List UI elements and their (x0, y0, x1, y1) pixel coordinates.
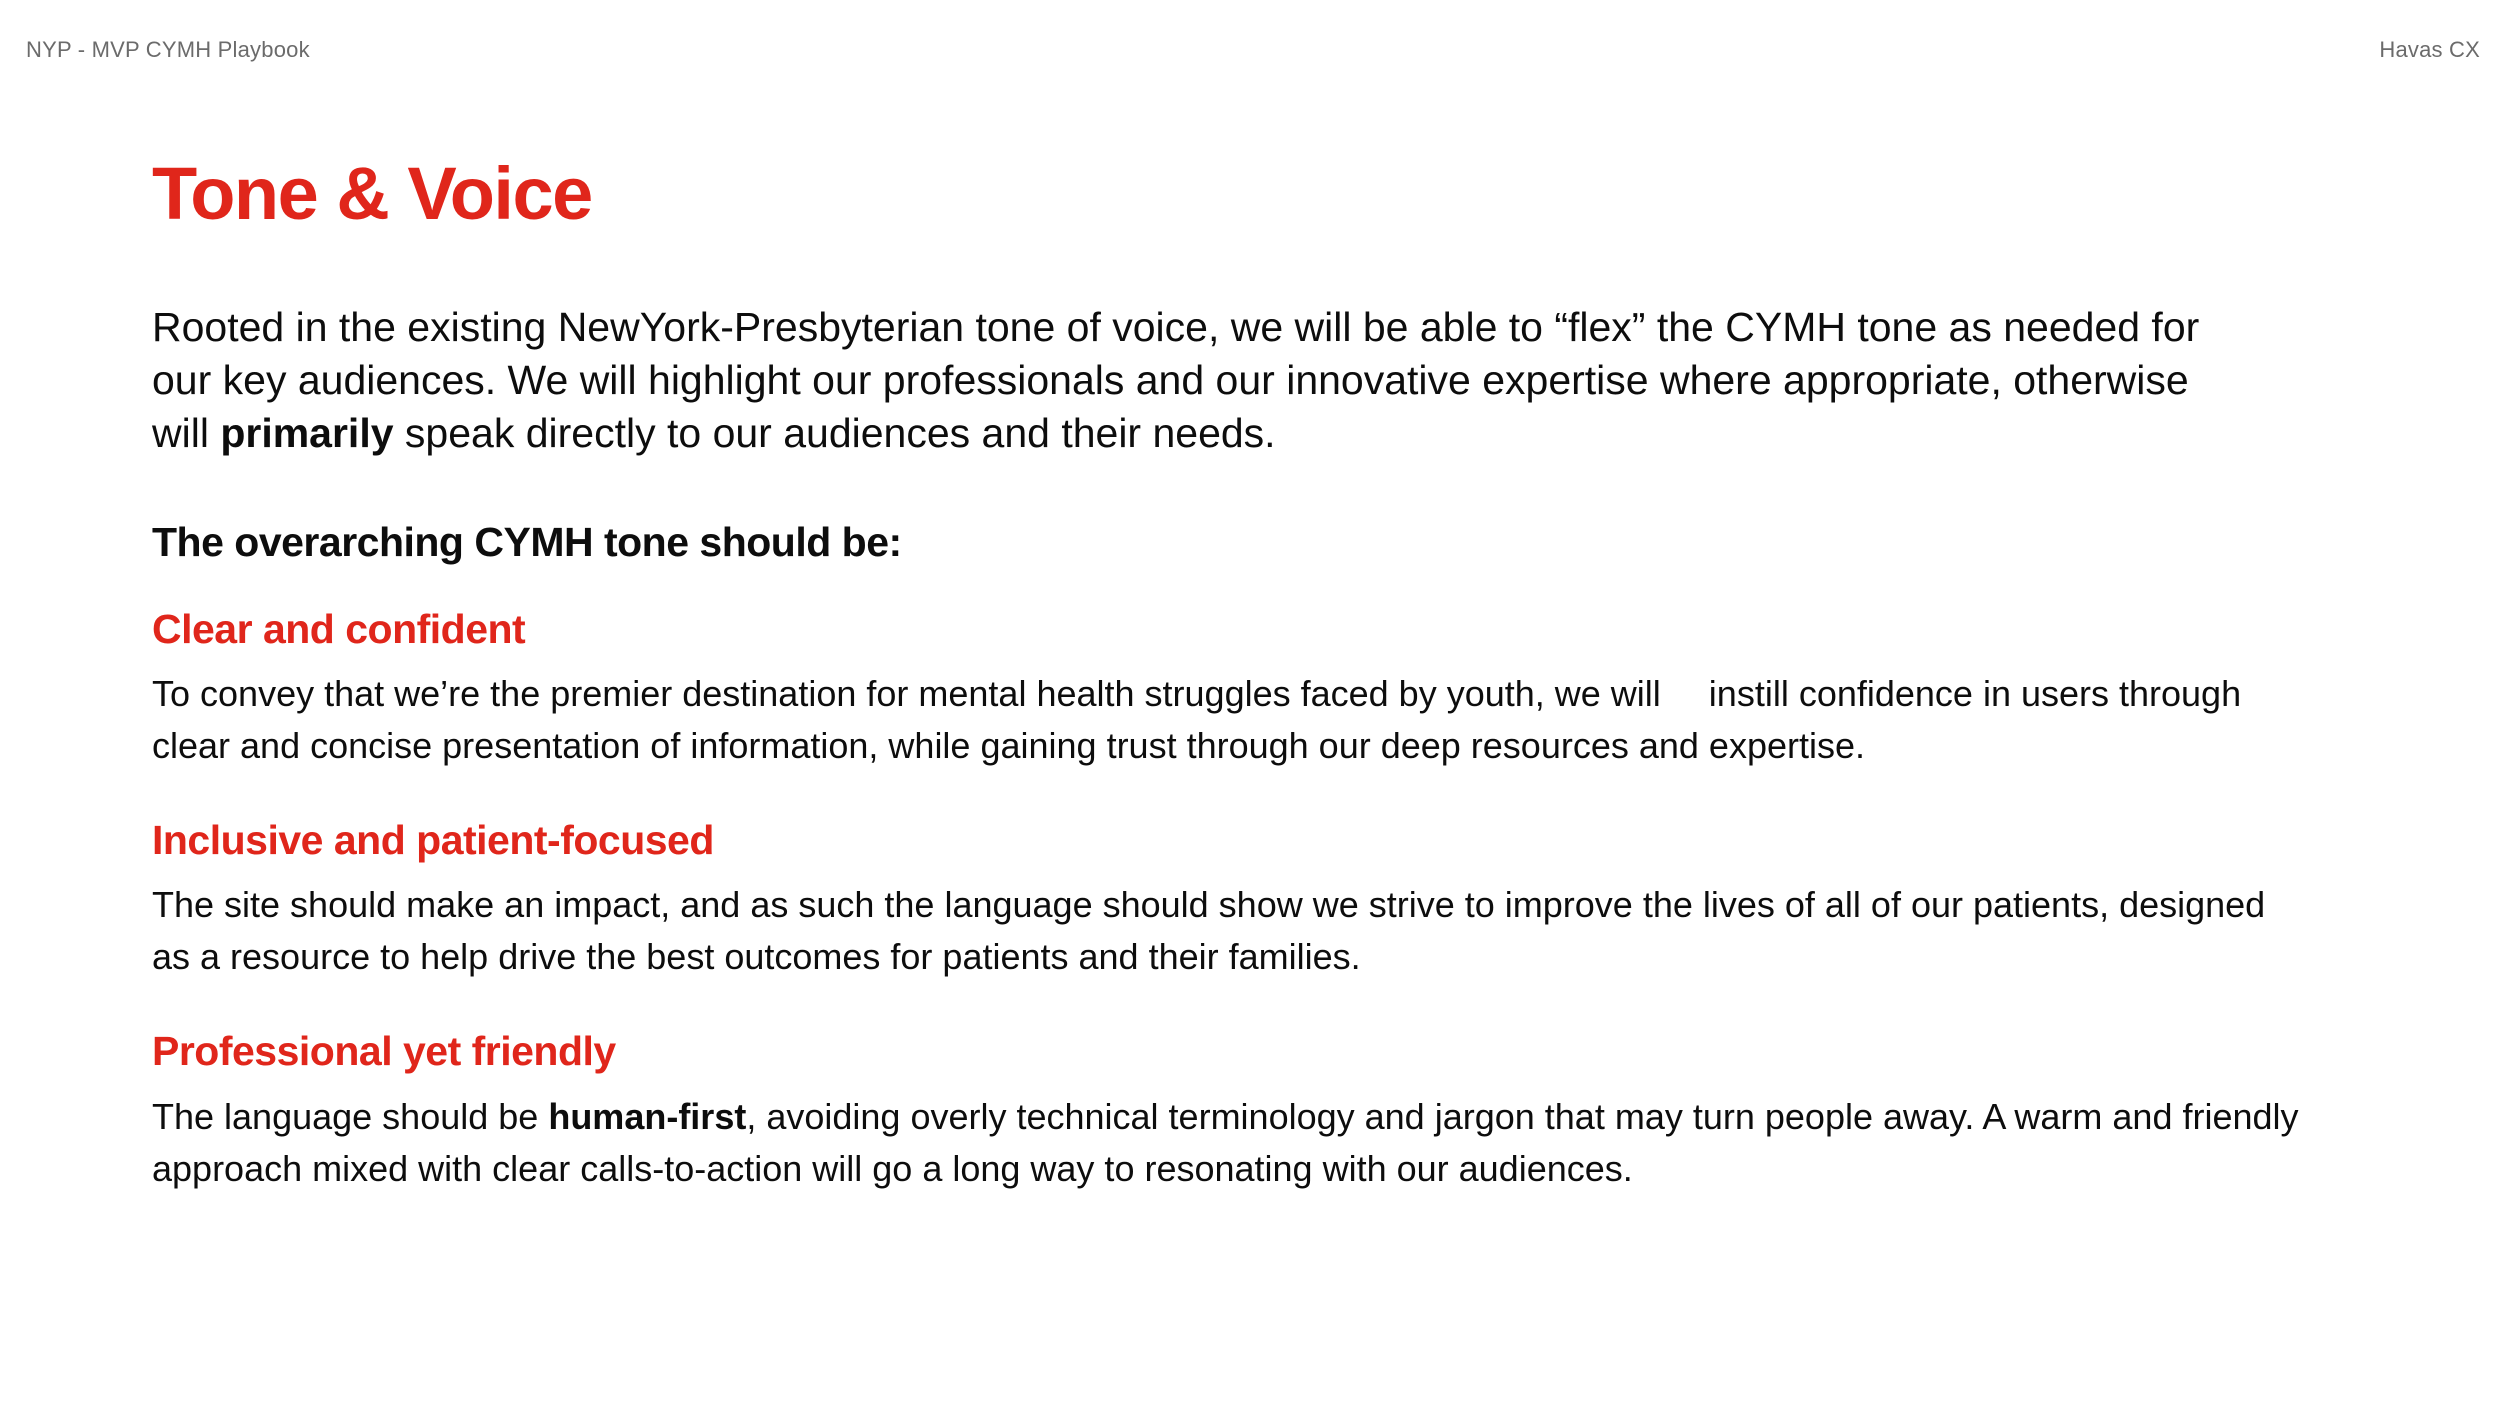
section-inclusive-patient-focused (152, 816, 2302, 983)
section-body-part-a: To convey that we’re the premier destination for mental health struggles faced by youth, we will (152, 673, 1661, 715)
section-body-end: , avoiding overly technical terminology and jargon that may turn people away. A warm and friendly approach mixed with clear calls-to-action will go a long way to resonating with our audiences. (152, 1095, 2299, 1189)
section-body-part-b: instill confidence in users through clear and concise presentation of information, while gaining trust through our deep resources and expertise. (152, 673, 2242, 767)
section-title: Clear and confident (152, 605, 526, 652)
page-title: Tone & Voice (152, 152, 592, 235)
intro-paragraph (152, 301, 2252, 460)
agency-name: Havas CX (2379, 37, 2480, 62)
section-body-start: The language should be (152, 1095, 549, 1137)
section-title: Inclusive and patient-focused (152, 817, 714, 864)
intro-bold-word: primarily (220, 409, 394, 456)
section-body-bold: human-first (548, 1095, 747, 1137)
page-content (152, 150, 2302, 1195)
section-body: The site should make an impact, and as such the language should show we strive to improve the lives of all of our patients, designed as a resource to help drive the best outcomes for patients and their families. (152, 884, 2266, 978)
intro-text-end: speak directly to our audiences and their needs. (393, 409, 1276, 456)
tone-lead-heading: The overarching CYMH tone should be: (152, 518, 902, 565)
section-title: Professional yet friendly (152, 1028, 616, 1075)
section-professional-friendly (152, 1027, 2302, 1194)
section-body (152, 668, 2302, 772)
document-title: NYP - MVP CYMH Playbook (26, 37, 310, 62)
intro-text-start: Rooted in the existing NewYork-Presbyterian tone of voice, we will be able to “flex” the CYMH tone as needed for our key audiences. We will highlight our professionals and our innovative expertise where appropriate, otherwise will (152, 303, 2200, 456)
section-clear-confident (152, 605, 2302, 772)
section-body (152, 1091, 2302, 1195)
